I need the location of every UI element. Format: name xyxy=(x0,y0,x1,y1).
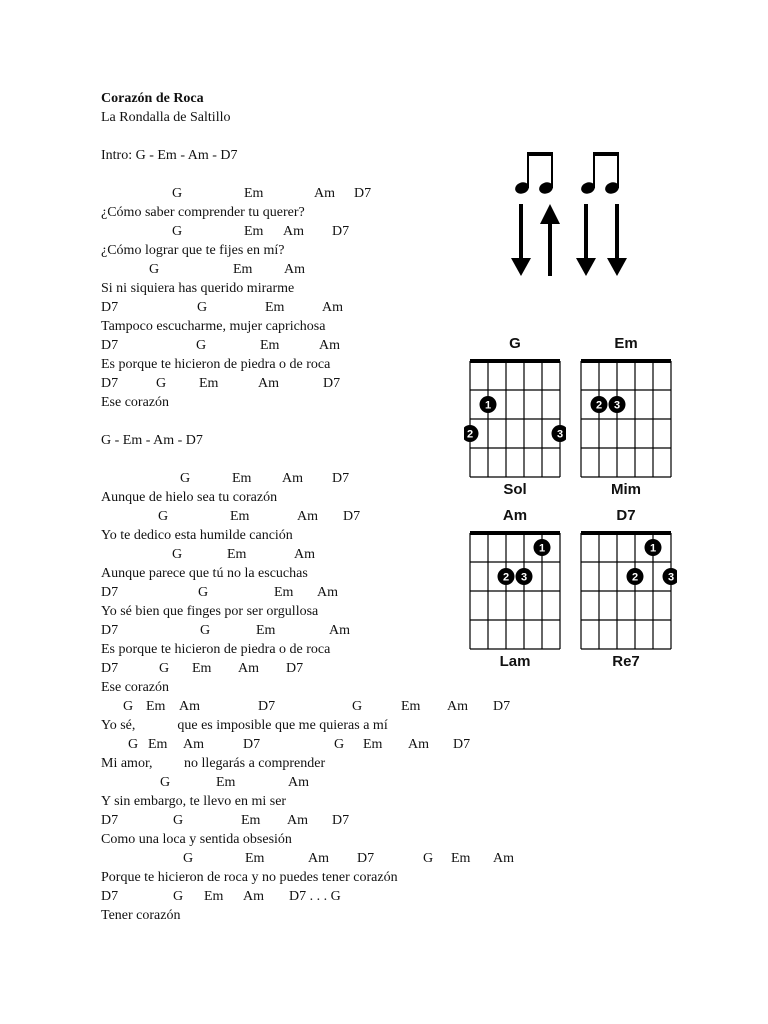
chord-symbol: Em xyxy=(146,699,166,714)
lyric-line: Aunque de hielo sea tu corazón xyxy=(101,490,278,505)
chord-line xyxy=(101,697,541,716)
chord-symbol: Em xyxy=(244,186,264,201)
chord-symbol: Em xyxy=(148,737,168,752)
chord-symbol: D7 xyxy=(332,224,350,239)
fretboard-grid xyxy=(464,529,566,659)
chord-symbol: Am xyxy=(297,509,318,524)
lyric-line: Tener corazón xyxy=(101,908,181,923)
up-arrow-icon xyxy=(540,204,560,276)
chord-symbol: Am xyxy=(287,813,308,828)
svg-text:3: 3 xyxy=(556,428,564,441)
chord-symbol: D7 xyxy=(323,376,341,391)
chord-symbol: D7 xyxy=(101,338,119,353)
chord-symbol: G xyxy=(173,889,184,904)
chord-symbol: D7 xyxy=(101,889,119,904)
chord-symbol: Em xyxy=(244,224,264,239)
chord-symbol: Am xyxy=(284,262,305,277)
chord-symbol: Am xyxy=(317,585,338,600)
lyric-line: ¿Cómo lograr que te fijes en mí? xyxy=(101,243,285,258)
down-arrow-icon xyxy=(607,204,627,276)
chord-symbol: G xyxy=(180,471,191,486)
chord-symbol: Em xyxy=(260,338,280,353)
chord-symbol: D7 xyxy=(101,661,119,676)
chord-symbol: D7 . . . G xyxy=(289,889,341,904)
chord-symbol: Em xyxy=(256,623,276,638)
chord-line xyxy=(101,887,541,906)
svg-text:2: 2 xyxy=(595,399,603,412)
chord-symbol: G xyxy=(334,737,345,752)
chord-symbol: D7 xyxy=(258,699,276,714)
chord-line xyxy=(101,773,541,792)
finger-dot xyxy=(591,396,608,413)
chord-symbol: D7 xyxy=(101,623,119,638)
finger-dot xyxy=(480,396,497,413)
svg-text:2: 2 xyxy=(466,428,474,441)
chord-line xyxy=(101,260,541,279)
chord-symbol: G xyxy=(173,813,184,828)
svg-text:1: 1 xyxy=(538,542,546,555)
fretboard-grid xyxy=(575,357,677,487)
finger-dot xyxy=(516,568,533,585)
chord-symbol: Am xyxy=(258,376,279,391)
chord-diagram-name: Em xyxy=(614,335,638,352)
chord-symbol: G xyxy=(172,547,183,562)
lyric-line: Y sin embargo, te llevo en mi ser xyxy=(101,794,287,809)
finger-dot xyxy=(498,568,515,585)
chord-symbol: D7 xyxy=(354,186,372,201)
down-arrow-icon xyxy=(576,204,596,276)
chord-symbol: G xyxy=(352,699,363,714)
lyric-line: Yo sé bien que finges por ser orgullosa xyxy=(101,604,319,619)
chord-symbol: Am xyxy=(329,623,350,638)
finger-dot xyxy=(534,539,551,556)
lyric-line: Yo sé, que es imposible que me quieras a mí xyxy=(101,718,388,733)
lyric-line: Tampoco escucharme, mujer caprichosa xyxy=(101,319,326,334)
chord-line xyxy=(101,849,541,868)
chord-symbol: G xyxy=(123,699,134,714)
svg-text:3: 3 xyxy=(667,571,675,584)
chord-symbol: Em xyxy=(227,547,247,562)
chord-symbol: Am xyxy=(179,699,200,714)
chord-symbol: G xyxy=(172,224,183,239)
svg-text:3: 3 xyxy=(613,399,621,412)
finger-dot xyxy=(609,396,626,413)
chord-symbol: Am xyxy=(319,338,340,353)
svg-text:2: 2 xyxy=(631,571,639,584)
chord-symbol: Am xyxy=(282,471,303,486)
chord-symbol: G xyxy=(160,775,171,790)
chord-diagram-name: G xyxy=(509,335,521,352)
chord-symbol: Am xyxy=(238,661,259,676)
chord-diagram-spanish-name: Lam xyxy=(499,653,531,670)
lyric-line: Ese corazón xyxy=(101,395,170,410)
chord-symbol: D7 xyxy=(453,737,471,752)
chord-symbol: G xyxy=(172,186,183,201)
svg-text:2: 2 xyxy=(502,571,510,584)
chord-line xyxy=(101,184,541,203)
finger-dot xyxy=(552,425,567,442)
chord-symbol: Am xyxy=(493,851,514,866)
chord-symbol: Em xyxy=(401,699,421,714)
chord-symbol: D7 xyxy=(243,737,261,752)
chord-symbol: Em xyxy=(451,851,471,866)
chord-symbol: G xyxy=(149,262,160,277)
chord-symbol: Am xyxy=(294,547,315,562)
chord-diagram xyxy=(464,337,566,507)
chord-symbol: D7 xyxy=(101,376,119,391)
lyric-line: Es porque te hicieron de piedra o de roca xyxy=(101,642,331,657)
lyric-line: Porque te hicieron de roca y no puedes tener corazón xyxy=(101,870,398,885)
fretboard-grid xyxy=(464,357,566,487)
chord-line xyxy=(101,735,541,754)
chord-symbol: Am xyxy=(314,186,335,201)
chord-symbol: D7 xyxy=(357,851,375,866)
down-arrow-icon xyxy=(511,204,531,276)
chord-symbol: D7 xyxy=(332,813,350,828)
chord-symbol: D7 xyxy=(101,585,119,600)
svg-text:1: 1 xyxy=(649,542,657,555)
chord-symbol: D7 xyxy=(286,661,304,676)
lyric-line: Mi amor, no llegarás a comprender xyxy=(101,756,326,771)
chord-symbol: D7 xyxy=(493,699,511,714)
finger-dot xyxy=(663,568,678,585)
lyric-line: Si ni siquiera has querido mirarme xyxy=(101,281,295,296)
chord-symbol: D7 xyxy=(332,471,350,486)
chord-symbol: G xyxy=(158,509,169,524)
chord-symbol: Am xyxy=(308,851,329,866)
eighth-notes-icon xyxy=(514,152,621,196)
chord-symbol: Em xyxy=(233,262,253,277)
fretboard-grid xyxy=(575,529,677,659)
chord-diagram xyxy=(575,509,677,679)
chord-symbol: G xyxy=(183,851,194,866)
chord-line xyxy=(101,298,541,317)
chord-symbol: Em xyxy=(265,300,285,315)
finger-dot xyxy=(645,539,662,556)
interlude-line: G - Em - Am - D7 xyxy=(101,433,203,448)
chord-diagram-spanish-name: Mim xyxy=(611,481,641,498)
chord-symbol: Em xyxy=(216,775,236,790)
chord-symbol: Em xyxy=(192,661,212,676)
chord-symbol: Em xyxy=(245,851,265,866)
chord-symbol: D7 xyxy=(101,300,119,315)
chord-symbol: Em xyxy=(232,471,252,486)
chord-symbol: Am xyxy=(322,300,343,315)
chord-symbol: Em xyxy=(241,813,261,828)
lyric-line: Yo te dedico esta humilde canción xyxy=(101,528,293,543)
chord-symbol: Am xyxy=(408,737,429,752)
chord-symbol: G xyxy=(156,376,167,391)
svg-text:1: 1 xyxy=(484,399,492,412)
song-artist: La Rondalla de Saltillo xyxy=(101,110,231,125)
finger-dot xyxy=(464,425,479,442)
chord-symbol: G xyxy=(198,585,209,600)
chord-symbol: Em xyxy=(230,509,250,524)
chord-symbol: D7 xyxy=(343,509,361,524)
chord-symbol: G xyxy=(197,300,208,315)
chord-symbol: Em xyxy=(274,585,294,600)
chord-symbol: G xyxy=(196,338,207,353)
chord-symbol: Am xyxy=(447,699,468,714)
chord-symbol: Am xyxy=(283,224,304,239)
chord-symbol: Am xyxy=(183,737,204,752)
lyric-line: Aunque parece que tú no la escuchas xyxy=(101,566,308,581)
strumming-pattern xyxy=(508,148,636,280)
chord-symbol: Am xyxy=(243,889,264,904)
lyric-line: Ese corazón xyxy=(101,680,170,695)
chord-symbol: G xyxy=(159,661,170,676)
chord-symbol: D7 xyxy=(101,813,119,828)
chord-diagram xyxy=(575,337,677,507)
chord-line xyxy=(101,222,541,241)
song-title: Corazón de Roca xyxy=(101,91,204,106)
lyric-line: Como una loca y sentida obsesión xyxy=(101,832,292,847)
chord-line xyxy=(101,811,541,830)
chord-diagram-name: D7 xyxy=(616,507,636,524)
chord-symbol: Em xyxy=(363,737,383,752)
chord-diagram-name: Am xyxy=(502,507,528,524)
lyric-line: Es porque te hicieron de piedra o de roca xyxy=(101,357,331,372)
chord-diagram-spanish-name: Sol xyxy=(503,481,527,498)
finger-dot xyxy=(627,568,644,585)
chord-symbol: G xyxy=(423,851,434,866)
chord-symbol: Em xyxy=(199,376,219,391)
chord-symbol: G xyxy=(200,623,211,638)
lyric-line: ¿Cómo saber comprender tu querer? xyxy=(101,205,305,220)
chord-diagram xyxy=(464,509,566,679)
intro-line: Intro: G - Em - Am - D7 xyxy=(101,148,238,163)
chord-symbol: Am xyxy=(288,775,309,790)
chord-symbol: G xyxy=(128,737,139,752)
chord-symbol: Em xyxy=(204,889,224,904)
svg-text:3: 3 xyxy=(520,571,528,584)
chord-diagram-spanish-name: Re7 xyxy=(612,653,640,670)
